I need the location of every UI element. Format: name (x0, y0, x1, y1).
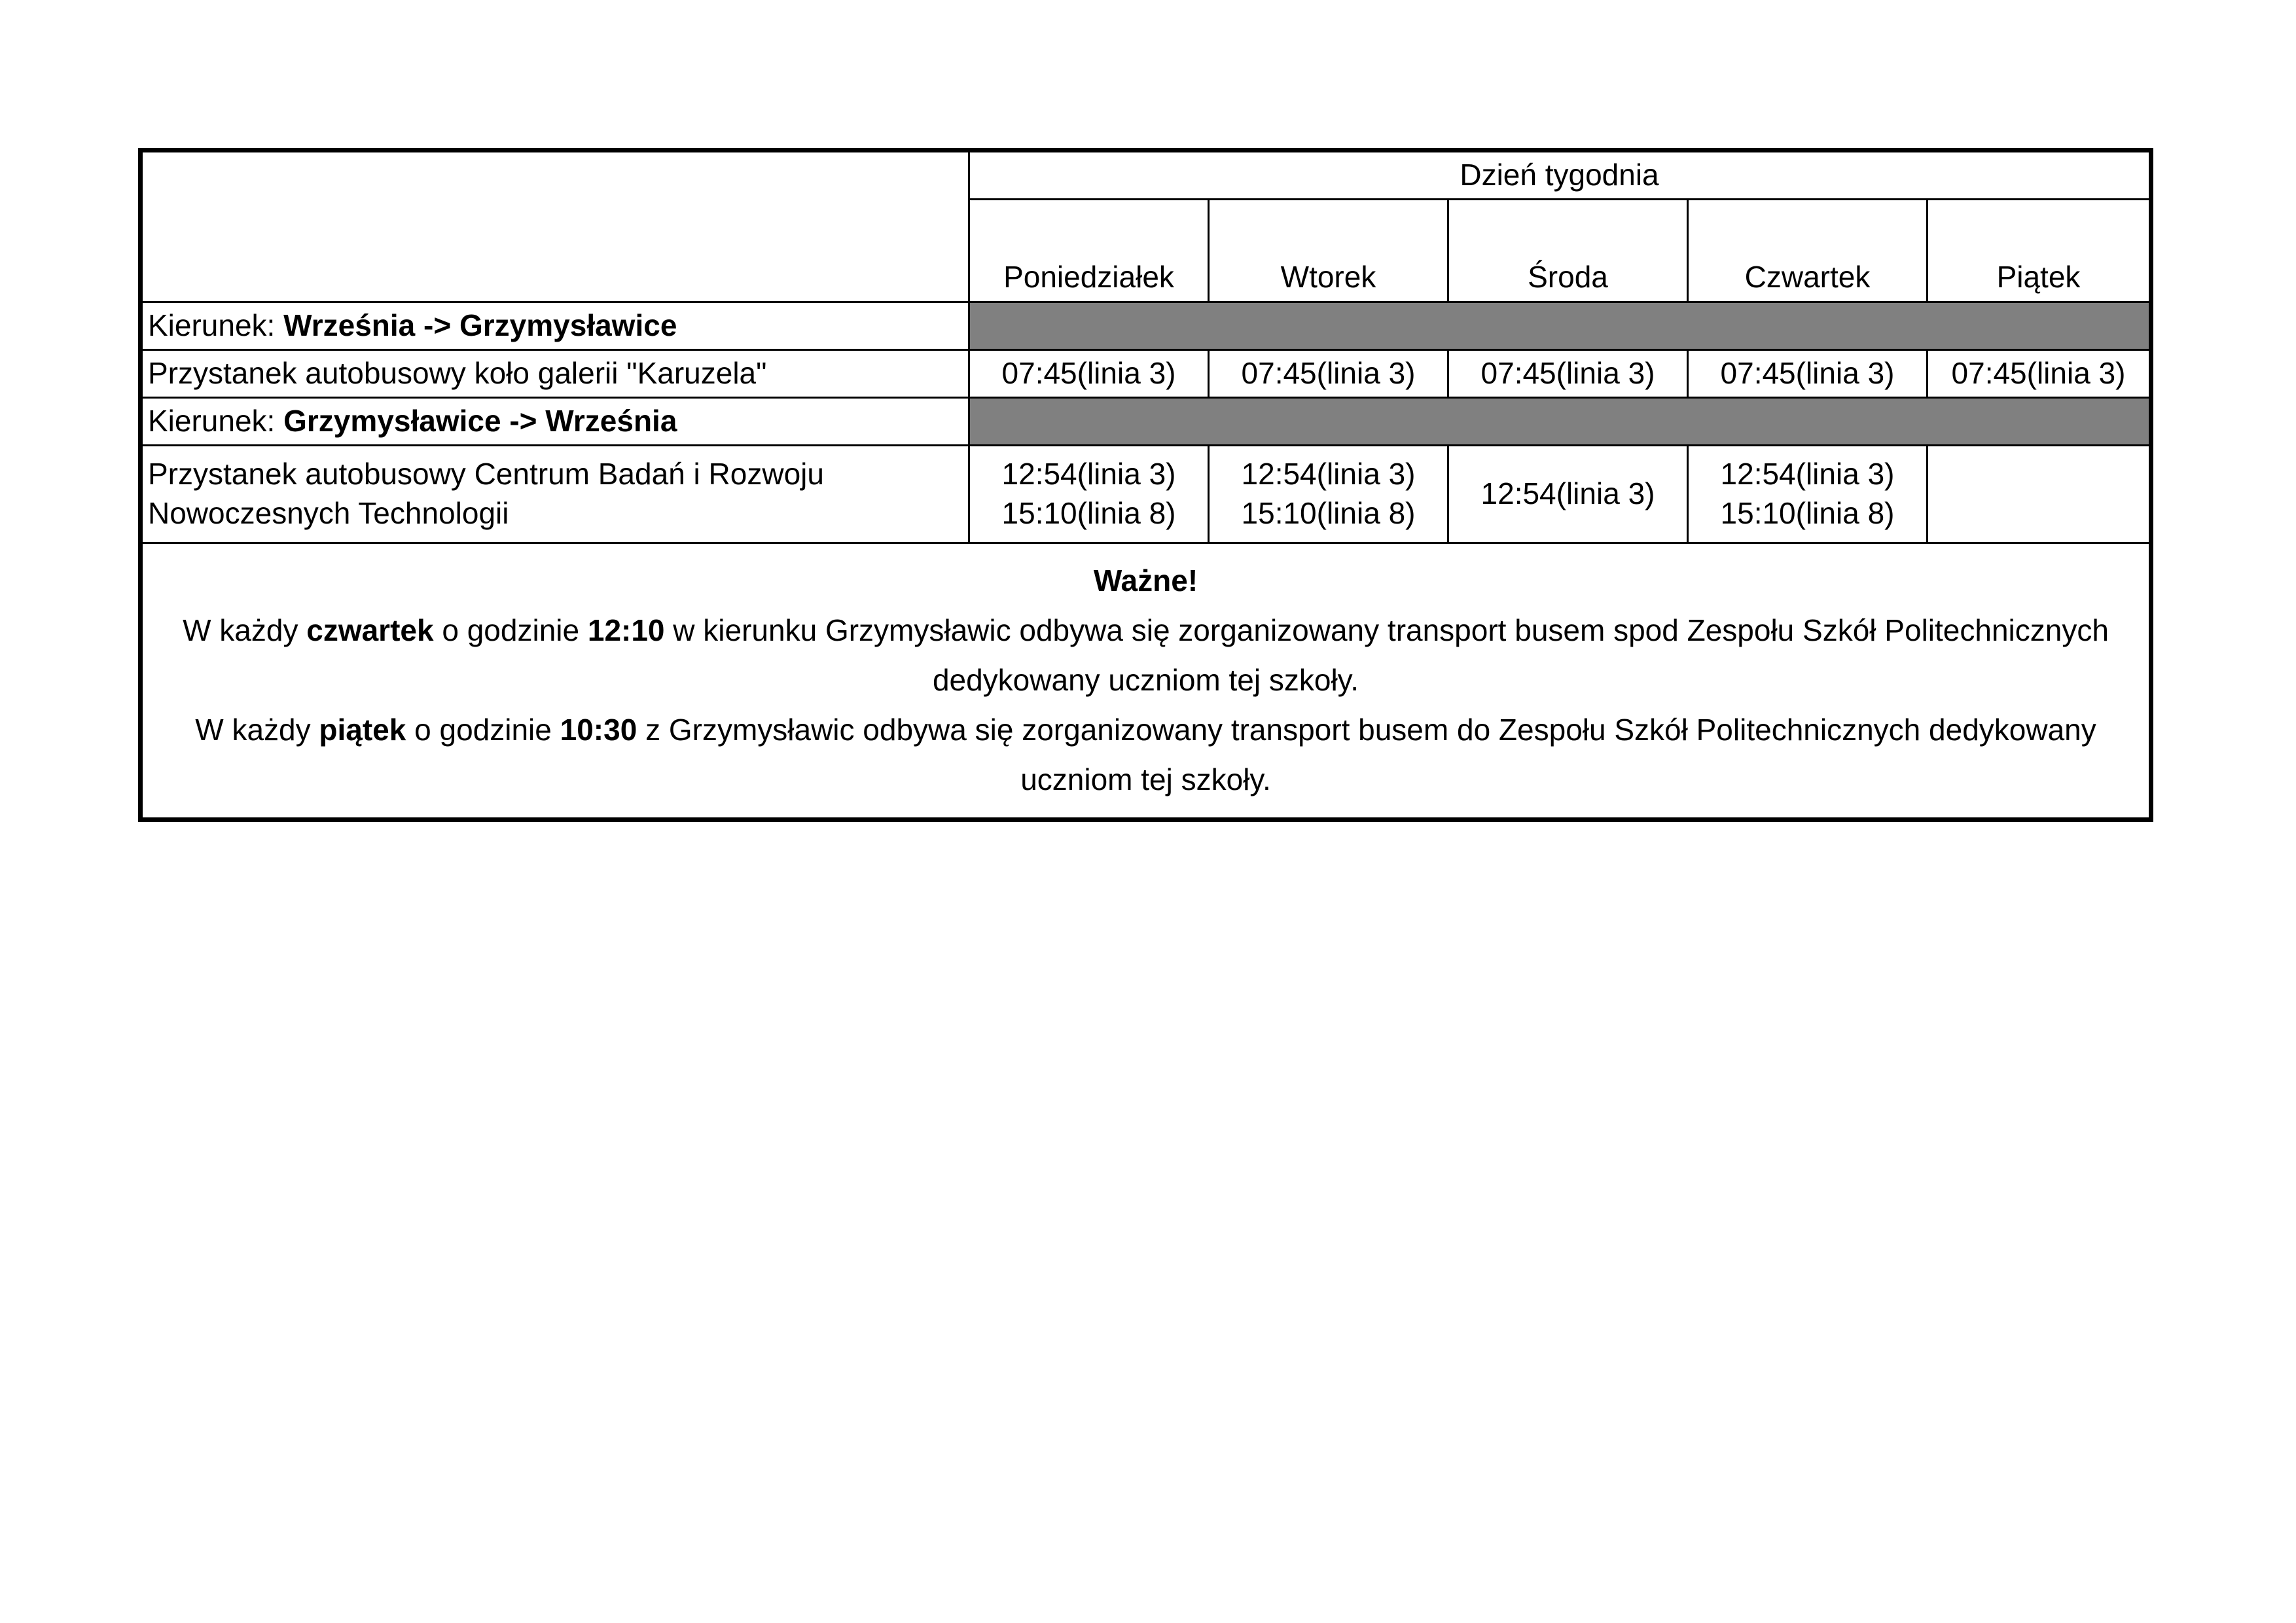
time-cell-wednesday: 07:45(linia 3) (1448, 350, 1688, 398)
departure-time: 12:54(linia 3) (1241, 457, 1416, 491)
day-header-tuesday: Wtorek (1209, 200, 1448, 302)
departure-time: 12:54(linia 3) (1720, 457, 1895, 491)
direction-route: Września -> Grzymysławice (283, 308, 677, 343)
day-header-wednesday: Środa (1448, 200, 1688, 302)
direction-prefix: Kierunek: (148, 404, 284, 438)
time-cell-monday (969, 446, 1209, 543)
notice-row (141, 543, 2151, 820)
time-cell-thursday (1688, 446, 1928, 543)
header-row-day-group (141, 151, 2151, 200)
notice-paragraph-friday (156, 705, 2136, 805)
time-cell-friday (1928, 446, 2151, 543)
departure-time: 12:54(linia 3) (1480, 476, 1655, 511)
departure-time: 15:10(linia 8) (1241, 496, 1416, 530)
day-header-friday: Piątek (1928, 200, 2151, 302)
direction-row-1 (141, 302, 2151, 350)
notice-day: czwartek (306, 613, 434, 648)
notice-paragraph-thursday (156, 606, 2136, 705)
time-cell-thursday: 07:45(linia 3) (1688, 350, 1928, 398)
section-fill (969, 398, 2151, 446)
time-cell-tuesday (1209, 446, 1448, 543)
direction-prefix: Kierunek: (148, 308, 284, 343)
section-fill (969, 302, 2151, 350)
notice-text: W każdy (195, 712, 319, 747)
header-corner-cell (141, 151, 969, 302)
notice-time: 10:30 (560, 712, 637, 747)
time-cell-tuesday: 07:45(linia 3) (1209, 350, 1448, 398)
direction-label-2 (141, 398, 969, 446)
time-cell-wednesday (1448, 446, 1688, 543)
time-cell-monday: 07:45(linia 3) (969, 350, 1209, 398)
notice-text: o godzinie (406, 712, 560, 747)
notice-day: piątek (319, 712, 406, 747)
notice-text: w kierunku Grzymysławic odbywa się zorganizowany transport busem spod Zespołu Szkół Politechnicznych dedykowany uczniom tej szkoły. (664, 613, 2109, 698)
bus-timetable (138, 148, 2153, 822)
stop-label-1: Przystanek autobusowy koło galerii "Karuzela" (141, 350, 969, 398)
stop-label-2: Przystanek autobusowy Centrum Badań i Rozwoju Nowoczesnych Technologii (141, 446, 969, 543)
direction-label-1 (141, 302, 969, 350)
departure-time: 15:10(linia 8) (1001, 496, 1176, 530)
direction-row-2 (141, 398, 2151, 446)
notice-time: 12:10 (587, 613, 665, 648)
day-header-monday: Poniedziałek (969, 200, 1209, 302)
notice-text: z Grzymysławic odbywa się zorganizowany transport busem do Zespołu Szkół Politechnicznych dedykowany uczniom tej szkoły. (637, 712, 2096, 796)
notice-title: Ważne! (1093, 563, 1198, 598)
day-group-header: Dzień tygodnia (969, 151, 2151, 200)
notice-cell (141, 543, 2151, 820)
time-cell-friday: 07:45(linia 3) (1928, 350, 2151, 398)
departure-time: 12:54(linia 3) (1001, 457, 1176, 491)
stop-row-2 (141, 446, 2151, 543)
stop-row-1 (141, 350, 2151, 398)
notice-text: W każdy (183, 613, 307, 648)
direction-route: Grzymysławice -> Września (283, 404, 677, 438)
day-header-thursday: Czwartek (1688, 200, 1928, 302)
departure-time: 15:10(linia 8) (1720, 496, 1895, 530)
notice-text: o godzinie (433, 613, 588, 648)
